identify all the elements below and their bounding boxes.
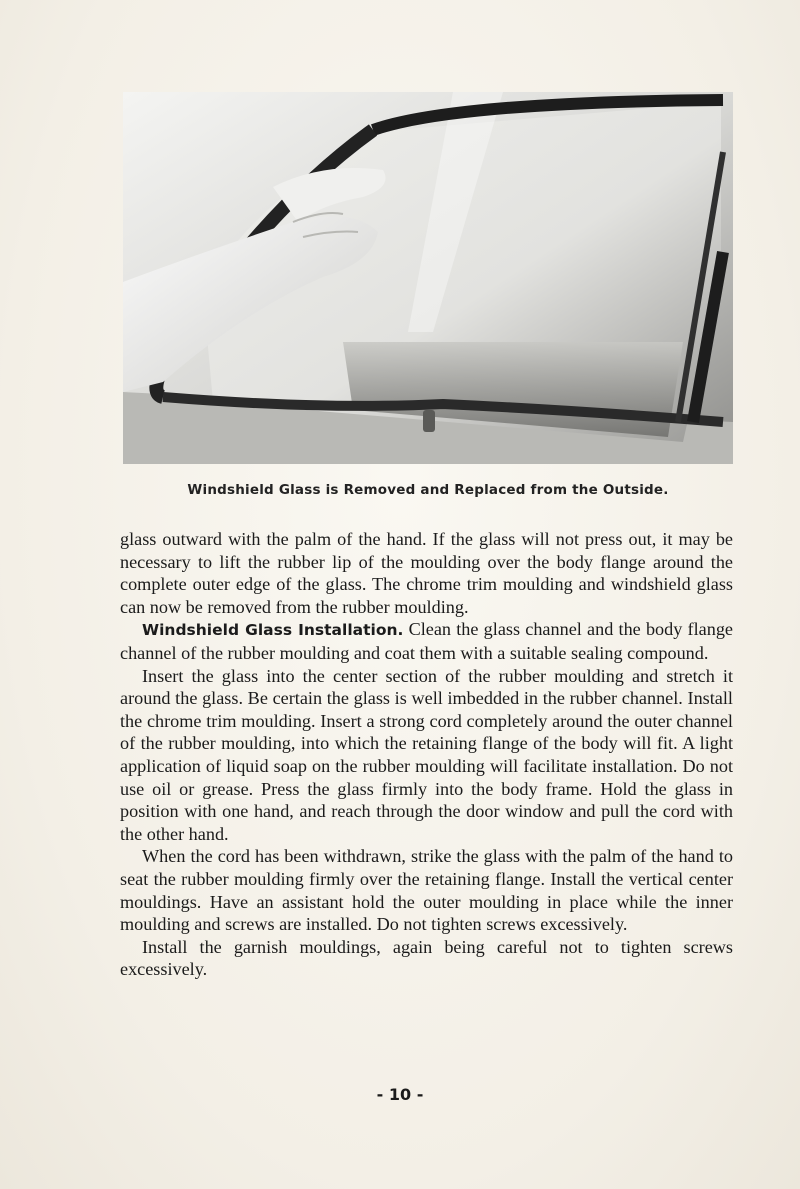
section-heading: Windshield Glass Installation. bbox=[142, 621, 404, 640]
paragraph: Insert the glass into the center section of the rubber moulding and stretch it around the glass. Be certain the glass is well imbedded in the rubber channel. Install the chrome trim moulding. Insert a strong cord completely around the outer channel of the rubber moulding, into which the retaining flange of the body will fit. A light application of liquid soap on the rubber moulding will facilitate installation. Do not use oil or grease. Press the glass firmly into the body frame. Hold the glass in position with one hand, and reach through the door window and pull the cord with the other hand. bbox=[120, 665, 733, 844]
paragraph bbox=[120, 618, 733, 664]
page-number: - 10 - bbox=[376, 1085, 424, 1104]
windshield-photo bbox=[123, 92, 733, 464]
paragraph: Install the garnish mouldings, again being careful not to tighten screws excessively. bbox=[120, 936, 733, 980]
paragraph: When the cord has been withdrawn, strike the glass with the palm of the hand to seat the rubber moulding firmly over the retaining flange. Install the vertical center mouldings. Have an assistant hold the outer moulding in place while the inner moulding and screws are installed. Do not tighten screws excessively. bbox=[120, 846, 733, 935]
paragraph: glass outward with the palm of the hand. If the glass will not press out, it may be necessary to lift the rubber lip of the moulding over the body flange around the complete outer edge of the glass. The chrome trim moulding and windshield glass can now be removed from the rubber moulding. bbox=[120, 529, 733, 617]
figure-caption: Windshield Glass is Removed and Replaced from the Outside. bbox=[187, 482, 669, 498]
paragraph-text: Clean the glass channel and the body flange channel of the rubber moulding and coat them with a suitable sealing compound. bbox=[120, 619, 733, 663]
body-text bbox=[120, 528, 733, 981]
